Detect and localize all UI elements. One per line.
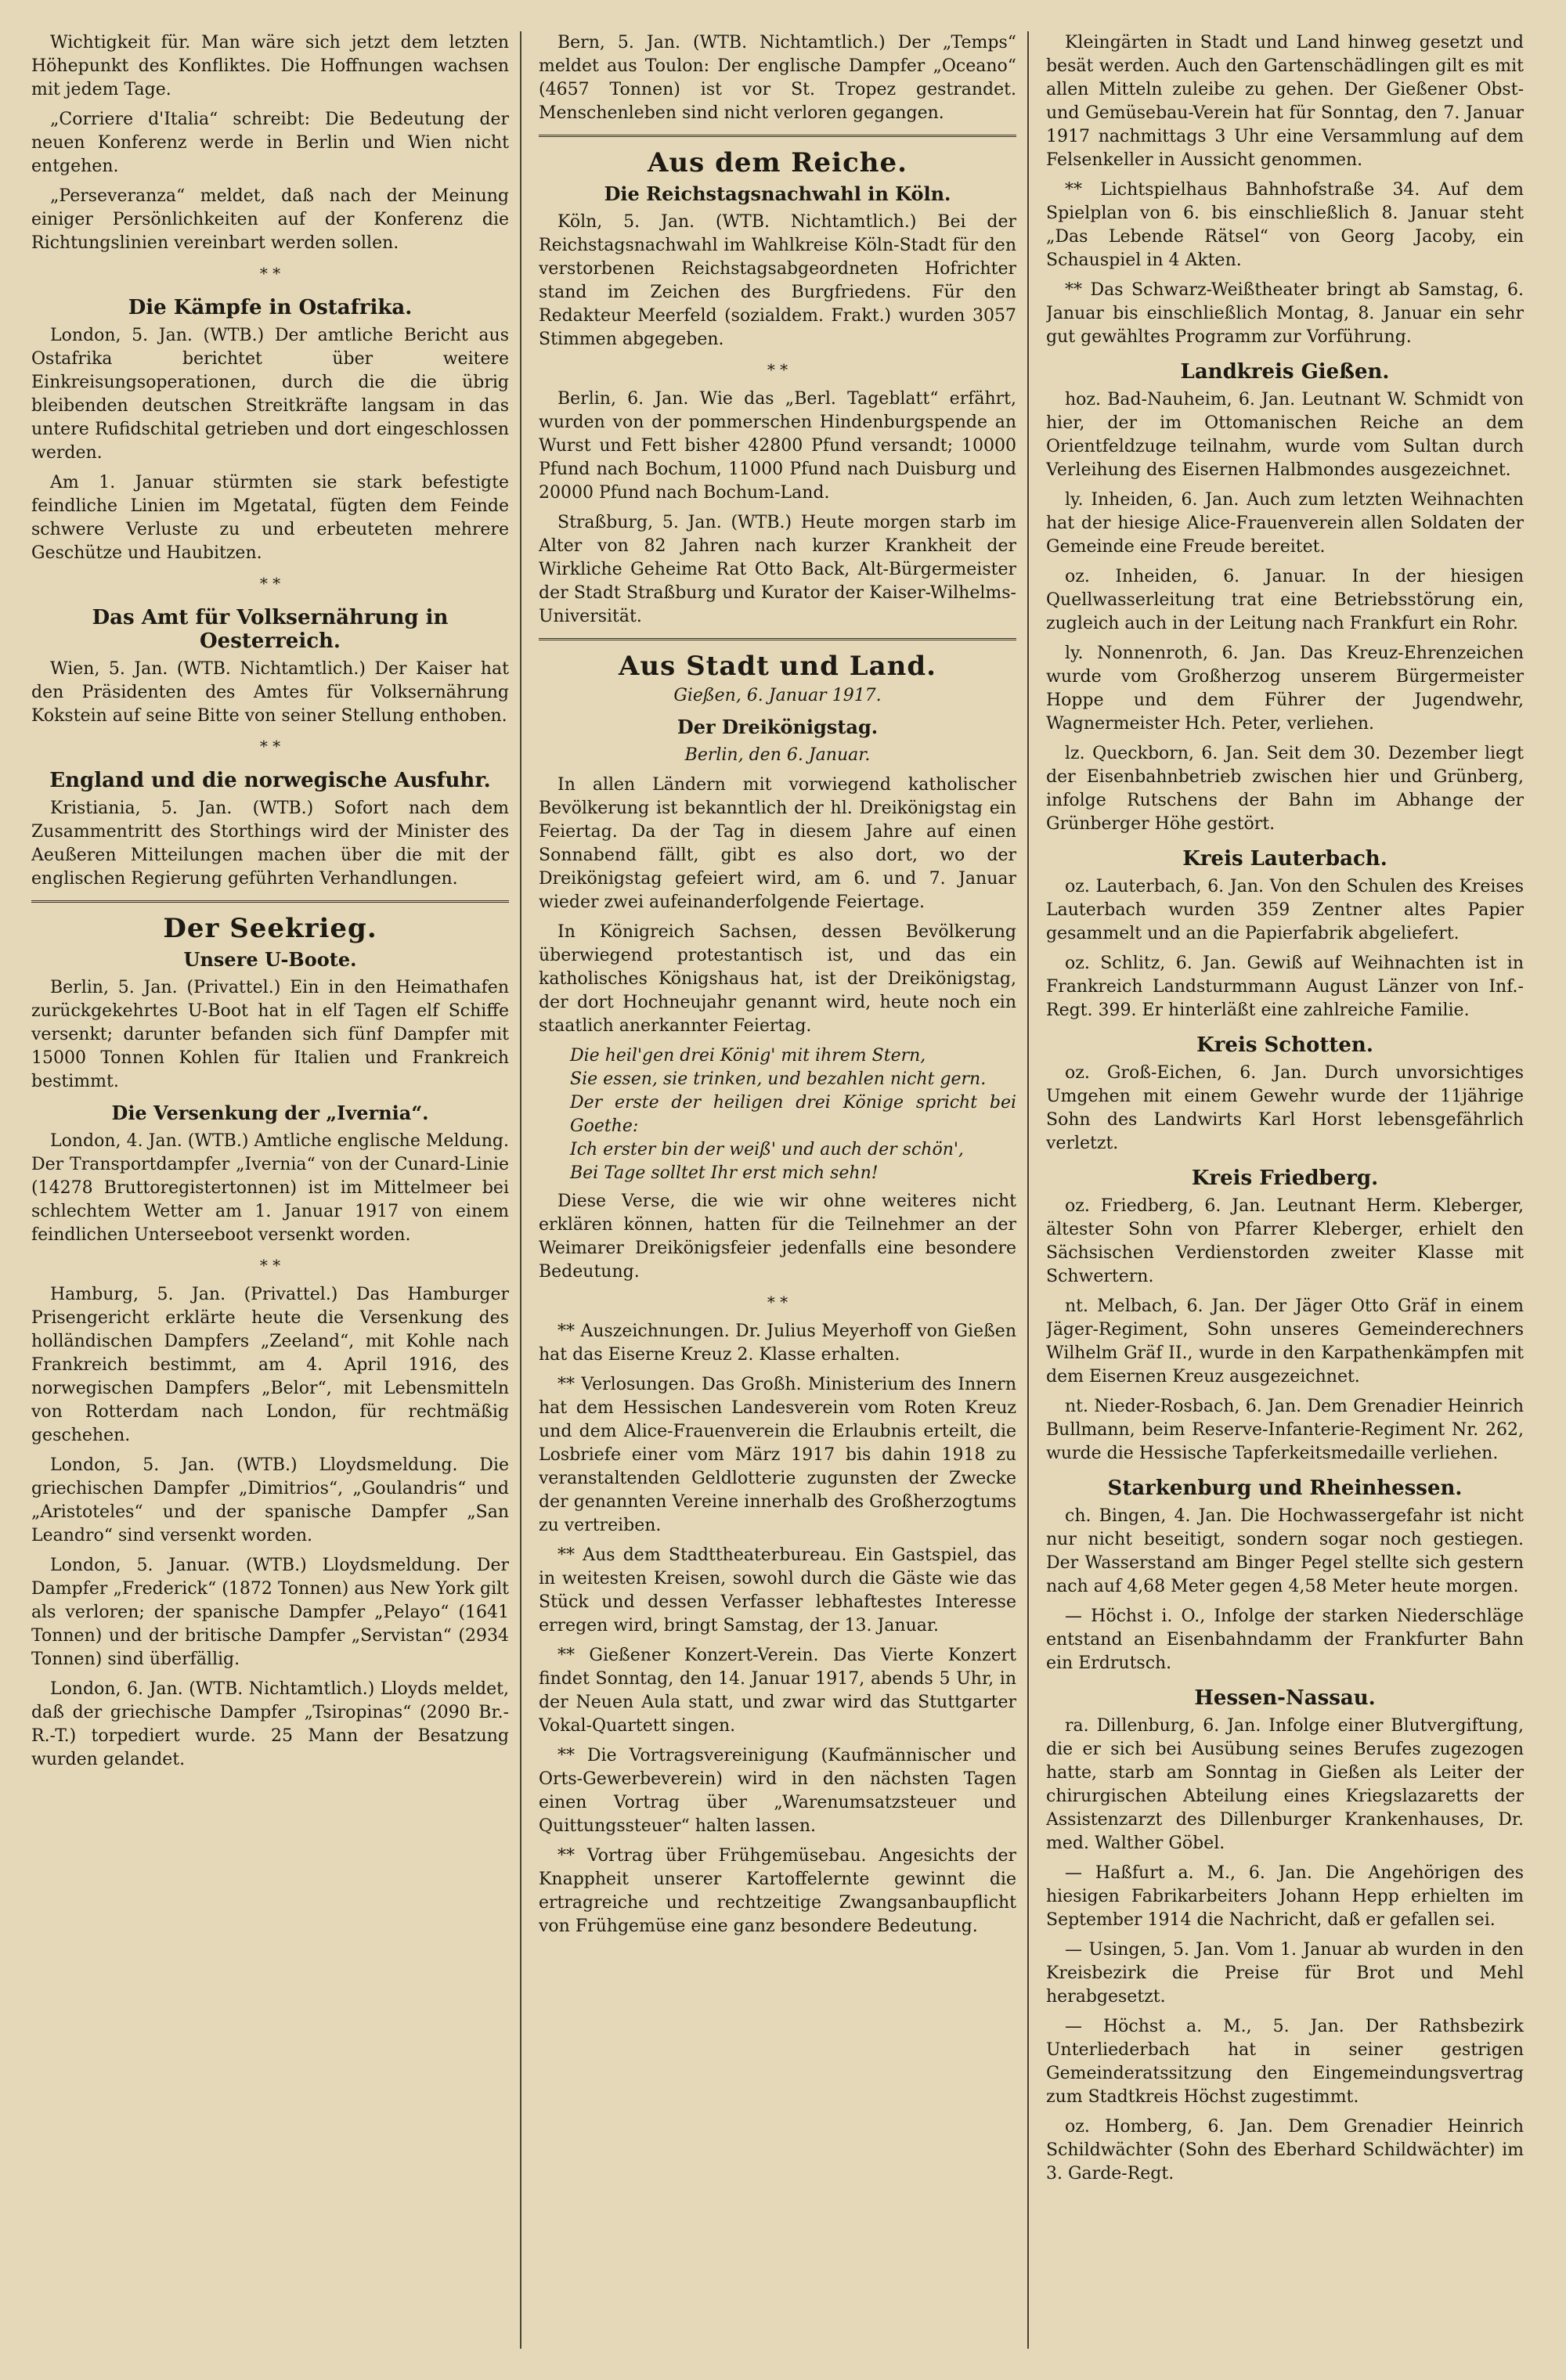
article-paragraph: „Perseveranza“ meldet, daß nach der Meinung einiger Persönlichkeiten auf der Konferenz die Richtungslinien vereinbart werden sollen. <box>31 186 509 253</box>
separator-stars: * * <box>259 574 281 593</box>
poem-line: Sie essen, sie trinken, und bezahlen nicht gern. <box>570 1069 987 1089</box>
poem-line: Der erste der heiligen drei Könige spricht bei Goethe: <box>570 1093 1016 1136</box>
article-paragraph: London, 5. Jan. (WTB.) Lloydsmeldung. Die griechischen Dampfer „Dimitrios“, „Goulandris“ und „Aristoteles“ und der spanische Dampfer „San Leandro“ sind versenkt worden. <box>31 1455 509 1545</box>
article-paragraph: Kleingärten in Stadt und Land hinweg gesetzt und besät werden. Auch den Gartenschädlingen gilt es mit allen Mitteln zuleibe zu gehen. Der Gießener Obst- und Gemüsebau-Verein hat für Sonntag, den 7. Januar 1917 nachmittags 3 Uhr eine Versammlung auf dem Felsenkeller in Aussicht genommen. <box>1046 33 1524 170</box>
poem-quote <box>539 1044 1016 1185</box>
article-paragraph: Köln, 5. Jan. (WTB. Nichtamtlich.) Bei der Reichstagsnachwahl im Wahlkreise Köln-Stadt für den verstorbenen Reichstagsabgeordneten Hofrichter stand im Zeichen des Burgfriedens. Für den Redakteur Meerfeld (sozialdem. Frakt.) wurden 3057 Stimmen abgegeben. <box>539 212 1016 349</box>
separator-stars: * * <box>259 264 281 283</box>
separator-stars: * * <box>259 1256 281 1275</box>
article-paragraph: — Höchst i. O., Infolge der starken Niederschläge entstand an Eisenbahndamm der Frankfurter Bahn ein Erdrutsch. <box>1046 1606 1524 1673</box>
article-paragraph: oz. Schlitz, 6. Jan. Gewiß auf Weihnachten ist in Frankreich Landsturmmann August Länzer von Inf.-Regt. 399. Er hinterläßt eine zahlreiche Familie. <box>1046 954 1524 1020</box>
article-paragraph: nt. Nieder-Rosbach, 6. Jan. Dem Grenadier Heinrich Bullmann, beim Reserve-Infanterie-Regiment Nr. 262, wurde die Hessische Tapferkeitsmedaille verliehen. <box>1046 1397 1524 1463</box>
article-heading: Starkenburg und Rheinhessen. <box>1107 1477 1463 1500</box>
article-paragraph: Am 1. Januar stürmten sie stark befestigte feindliche Linien im Mgetatal, fügten dem Feinde schwere Verluste zu und erbeuteten mehrere Geschütze und Haubitzen. <box>31 473 509 563</box>
article-paragraph: ra. Dillenburg, 6. Jan. Infolge einer Blutvergiftung, die er sich bei Ausübung seines Berufes zugezogen hatte, starb am Sonntag in Gießen als Leiter der chirurgischen Abteilung eines Kriegslazaretts der Assistenzarzt des Dillenburger Krankenhauses, Dr. med. Walther Göbel. <box>1046 1716 1524 1853</box>
article-paragraph: ** Das Schwarz-Weißtheater bringt ab Samstag, 6. Januar bis einschließlich Montag, 8. Januar ein sehr gut gewähltes Programm zur Vorführung. <box>1046 280 1524 347</box>
article-paragraph: nt. Melbach, 6. Jan. Der Jäger Otto Gräf in einem Jäger-Regiment, Sohn unseres Gemeinderechners Wilhelm Gräf II., wurde in den Karpathenkämpfen mit dem Eisernen Kreuz ausgezeichnet. <box>1046 1296 1524 1387</box>
section-rule <box>31 900 509 903</box>
article-heading: England und die norwegische Ausfuhr. <box>49 769 491 792</box>
separator-stars: * * <box>259 737 281 755</box>
article-paragraph: oz. Inheiden, 6. Januar. In der hiesigen Quellwasserleitung trat eine Betriebsstörung ein, zugleich auch in der Leitung nach Frankfurt ein Rohr. <box>1046 567 1524 633</box>
article-paragraph: lz. Queckborn, 6. Jan. Seit dem 30. Dezember liegt der Eisenbahnbetrieb zwischen hier und Grünberg, infolge Rutschens der Bahn im Abhange der Grünberger Höhe gestört. <box>1046 744 1524 834</box>
article-paragraph: ch. Bingen, 4. Jan. Die Hochwassergefahr ist nicht nur nicht beseitigt, sondern sogar noch gestiegen. Der Wasserstand am Binger Pegel stellte sich gestern nach auf 4,68 Meter gegen 4,58 Meter heute morgen. <box>1046 1506 1524 1596</box>
poem-line: Bei Tage solltet Ihr erst mich sehn! <box>570 1163 879 1183</box>
poem-line: Die heil'gen drei König' mit ihrem Stern, <box>570 1046 926 1066</box>
article-subheading: Die Versenkung der „Ivernia“. <box>111 1102 429 1124</box>
article-heading: Landkreis Gießen. <box>1180 360 1390 384</box>
article-paragraph: ly. Inheiden, 6. Jan. Auch zum letzten Weihnachten hat der hiesige Alice-Frauenverein allen Soldaten der Gemeinde eine Freude bereitet. <box>1046 490 1524 557</box>
article-paragraph: In Königreich Sachsen, dessen Bevölkerung überwiegend protestantisch ist, und das ein katholisches Königshaus hat, ist der Dreikönigstag, der dort Hochneujahr genannt wird, heute noch ein staatlich anerkannter Feiertag. <box>539 922 1016 1036</box>
poem-line: Ich erster bin der weiß' und auch der schön', <box>570 1140 964 1159</box>
article-paragraph: Bern, 5. Jan. (WTB. Nichtamtlich.) Der „Temps“ meldet aus Toulon: Der englische Dampfer „Oceano“ (4657 Tonnen) ist vor St. Tropez gestrandet. Menschenleben sind nicht verloren gegangen. <box>539 33 1016 123</box>
article-paragraph: „Corriere d'Italia“ schreibt: Die Bedeutung der neuen Konferenz werde in Berlin und Wien nicht entgehen. <box>31 110 509 176</box>
article-heading: Hessen-Nassau. <box>1194 1686 1376 1710</box>
article-paragraph: ** Gießener Konzert-Verein. Das Vierte Konzert findet Sonntag, den 14. Januar 1917, abends 5 Uhr, in der Neuen Aula statt, und zwar wird das Stuttgarter Vokal-Quartett singen. <box>539 1646 1016 1736</box>
section-heading: Aus Stadt und Land. <box>619 651 936 682</box>
article-paragraph: London, 5. Jan. (WTB.) Der amtliche Bericht aus Ostafrika berichtet über weitere Einkreisungsoperationen, durch die die übrig bleibenden deutschen Streitkräfte langsam in das untere Rufidschital getrieben und dort eingeschlossen werden. <box>31 326 509 463</box>
article-paragraph: Hamburg, 5. Jan. (Privattel.) Das Hamburger Prisengericht erklärte heute die Versenkung des holländischen Dampfers „Zeeland“, mit Kohle nach Frankreich bestimmt, am 4. April 1916, des norwegischen Dampfers „Belor“, mit Lebensmitteln von Rotterdam nach London, für rechtmäßig geschehen. <box>31 1285 509 1445</box>
article-subheading: Die Reichstagsnachwahl in Köln. <box>604 182 951 205</box>
column-3 <box>1046 31 1535 2349</box>
article-paragraph: Kristiania, 5. Jan. (WTB.) Sofort nach dem Zusammentritt des Storthings wird der Minister des Aeußeren Mitteilungen machen über die mit der englischen Regierung geführten Verhandlungen. <box>31 799 509 889</box>
article-paragraph: ** Aus dem Stadttheaterbureau. Ein Gastspiel, das in weitesten Kreisen, sowohl durch die Gäste wie das Stück und dessen Verfasser lebhaftestes Interesse erregen wird, bringt Samstag, der 13. Januar. <box>539 1545 1016 1635</box>
dateline: Berlin, den 6. Januar. <box>684 745 871 765</box>
article-paragraph: ** Die Vortragsvereinigung (Kaufmännischer und Orts-Gewerbeverein) wird in den nächsten Tagen einen Vortrag über „Warenumsatzsteuer und Quittungssteuer“ halten lassen. <box>539 1746 1016 1836</box>
article-paragraph: London, 6. Jan. (WTB. Nichtamtlich.) Lloyds meldet, daß der griechische Dampfer „Tsiropinas“ (2090 Br.-R.-T.) torpediert wurde. 25 Mann der Besatzung wurden gelandet. <box>31 1679 509 1769</box>
separator-stars: * * <box>767 360 788 379</box>
column-2 <box>539 31 1029 2349</box>
article-paragraph: Diese Verse, die wie wir ohne weiteres nicht erklären können, hatten für die Teilnehmer an der Weimarer Dreikönigsfeier jedenfalls eine besondere Bedeutung. <box>539 1192 1016 1282</box>
article-heading: Kreis Friedberg. <box>1191 1167 1379 1190</box>
separator-stars: * * <box>767 1293 788 1311</box>
section-heading: Der Seekrieg. <box>163 913 377 944</box>
column-1 <box>31 31 521 2349</box>
article-heading: Kreis Lauterbach. <box>1182 847 1387 871</box>
article-subheading: Unsere U-Boote. <box>183 948 357 971</box>
section-rule <box>539 135 1016 137</box>
article-paragraph: — Höchst a. M., 5. Jan. Der Rathsbezirk Unterliederbach hat in seiner gestrigen Gemeinderatssitzung den Eingemeindungsvertrag zum Stadtkreis Höchst zugestimmt. <box>1046 2017 1524 2107</box>
article-paragraph: Berlin, 5. Jan. (Privattel.) Ein in den Heimathafen zurückgekehrtes U-Boot hat in elf Tagen elf Schiffe versenkt; darunter befanden sich fünf Dampfer mit 15000 Tonnen Kohlen für Italien und Frankreich bestimmt. <box>31 978 509 1091</box>
article-paragraph: oz. Homberg, 6. Jan. Dem Grenadier Heinrich Schildwächter (Sohn des Eberhard Schildwächter) im 3. Garde-Regt. <box>1046 2117 1524 2183</box>
article-paragraph: — Haßfurt a. M., 6. Jan. Die Angehörigen des hiesigen Fabrikarbeiters Johann Hepp erhielten im September 1914 die Nachricht, daß er gefallen sei. <box>1046 1863 1524 1930</box>
dateline: Gießen, 6. Januar 1917. <box>673 686 882 705</box>
article-heading: Kreis Schotten. <box>1196 1033 1373 1057</box>
article-paragraph: Straßburg, 5. Jan. (WTB.) Heute morgen starb im Alter von 82 Jahren nach kurzer Krankheit der Wirkliche Geheime Rat Otto Back, Alt-Bürgermeister der Stadt Straßburg und Kurator der Kaiser-Wilhelms-Universität. <box>539 513 1016 626</box>
article-paragraph: London, 5. Januar. (WTB.) Lloydsmeldung. Der Dampfer „Frederick“ (1872 Tonnen) aus New York gilt als verloren; der spanische Dampfer „Pelayo“ (1641 Tonnen) und der britische Dampfer „Servistan“ (2934 Tonnen) sind überfällig. <box>31 1556 509 1669</box>
article-paragraph: ly. Nonnenroth, 6. Jan. Das Kreuz-Ehrenzeichen wurde vom Großherzog unserem Bürgermeister Hoppe und dem Führer der Jugendwehr, Wagnermeister Hch. Peter, verliehen. <box>1046 644 1524 734</box>
article-heading: Die Kämpfe in Ostafrika. <box>128 296 413 319</box>
article-paragraph: oz. Lauterbach, 6. Jan. Von den Schulen des Kreises Lauterbach wurden 359 Zentner altes Papier gesammelt und an die Papierfabrik abgeliefert. <box>1046 877 1524 943</box>
article-paragraph: Wien, 5. Jan. (WTB. Nichtamtlich.) Der Kaiser hat den Präsidenten des Amtes für Volksernährung Kokstein auf seine Bitte von seiner Stellung enthoben. <box>31 659 509 726</box>
section-heading: Aus dem Reiche. <box>648 147 907 178</box>
newspaper-page <box>31 31 1535 2349</box>
article-paragraph: oz. Groß-Eichen, 6. Jan. Durch unvorsichtiges Umgehen mit einem Gewehr wurde der 11jährige Sohn des Landwirts Karl Horst lebensgefährlich verletzt. <box>1046 1063 1524 1153</box>
article-paragraph: In allen Ländern mit vorwiegend katholischer Bevölkerung ist bekanntlich der hl. Dreikönigstag ein Feiertag. Da der Tag in diesem Jahre auf einen Sonnabend fällt, gibt es also dort, wo der Dreikönigstag gefeiert wird, am 6. und 7. Januar wieder zwei aufeinanderfolgende Feiertage. <box>539 775 1016 912</box>
article-paragraph: oz. Friedberg, 6. Jan. Leutnant Herm. Kleberger, ältester Sohn von Pfarrer Kleberger, erhielt den Sächsischen Verdienstorden zweiter Klasse mit Schwertern. <box>1046 1196 1524 1286</box>
article-paragraph: ** Vortrag über Frühgemüsebau. Angesichts der Knappheit unserer Kartoffelernte gewinnt die ertragreiche und rechtzeitige Zwangsanbaupflicht von Frühgemüse eine ganz besondere Bedeutung. <box>539 1846 1016 1936</box>
article-paragraph: ** Lichtspielhaus Bahnhofstraße 34. Auf dem Spielplan von 6. bis einschließlich 8. Januar steht „Das Lebende Rätsel“ von Georg Jacoby, ein Schauspiel in 4 Akten. <box>1046 180 1524 270</box>
article-paragraph: London, 4. Jan. (WTB.) Amtliche englische Meldung. Der Transportdampfer „Ivernia“ von der Cunard-Linie (14278 Bruttoregistertonnen) ist im Mittelmeer bei schlechtem Wetter am 1. Januar 1917 von einem feindlichen Unterseeboot versenkt worden. <box>31 1131 509 1245</box>
article-paragraph: Berlin, 6. Jan. Wie das „Berl. Tageblatt“ erfährt, wurden von der pommerschen Hindenburgspende an Wurst und Fett bisher 42800 Pfund versandt; 10000 Pfund nach Bochum, 11000 Pfund nach Duisburg und 20000 Pfund nach Bochum-Land. <box>539 389 1016 503</box>
article-paragraph: hoz. Bad-Nauheim, 6. Jan. Leutnant W. Schmidt von hier, der im Ottomanischen Reiche an dem Orientfeldzuge teilnahm, wurde vom Sultan durch Verleihung des Eisernen Halbmondes ausgezeichnet. <box>1046 390 1524 480</box>
article-subheading: Der Dreikönigstag. <box>677 716 879 738</box>
article-heading: Das Amt für Volksernährung in Oesterreich. <box>92 606 449 653</box>
article-paragraph: ** Auszeichnungen. Dr. Julius Meyerhoff von Gießen hat das Eiserne Kreuz 2. Klasse erhalten. <box>539 1322 1016 1365</box>
article-paragraph: ** Verlosungen. Das Großh. Ministerium des Innern hat dem Hessischen Landesverein vom Roten Kreuz und dem Alice-Frauenverein die Erlaubnis erteilt, die Losbriefe einer vom März 1917 bis dahin 1918 zu veranstaltenden Geldlotterie zugunsten der Zwecke der genannten Vereine innerhalb des Großherzogtums zu vertreiben. <box>539 1375 1016 1535</box>
article-paragraph: Wichtigkeit für. Man wäre sich jetzt dem letzten Höhepunkt des Konfliktes. Die Hoffnungen wachsen mit jedem Tage. <box>31 33 509 99</box>
section-rule <box>539 638 1016 640</box>
article-paragraph: — Usingen, 5. Jan. Vom 1. Januar ab wurden in den Kreisbezirk die Preise für Brot und Mehl herabgesetzt. <box>1046 1940 1524 2007</box>
